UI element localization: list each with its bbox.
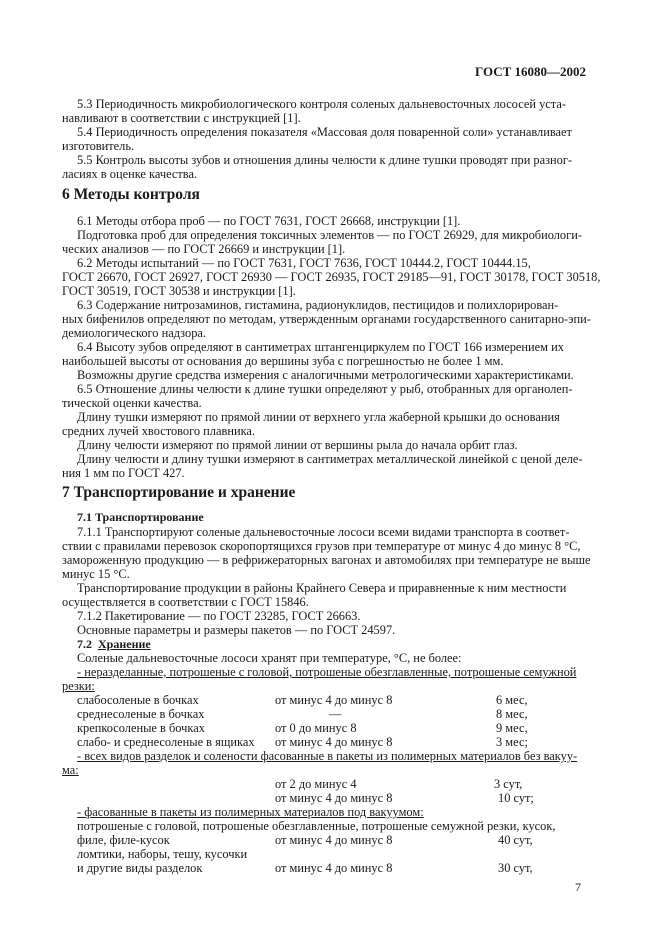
page-number: 7 — [575, 880, 581, 894]
sec6-line: ГОСТ 26670, ГОСТ 26927, ГОСТ 26930 — ГОСТ 26935, ГОСТ 29185—91, ГОСТ 30178, ГОСТ 30518, — [62, 270, 601, 284]
storage-row-temp: — — [329, 707, 342, 721]
group3-heading: - фасованные в пакеты из полимерных материалов под вакуумом: — [77, 805, 424, 819]
sec6-line: 6.3 Содержание нитрозаминов, гистамина, радионуклидов, пестицидов и полихлорирован- — [77, 298, 559, 312]
storage-row-temp: от минус 4 до минус 8 — [275, 693, 393, 707]
sec6-line: 6.2 Методы испытаний — по ГОСТ 7631, ГОСТ 7636, ГОСТ 10444.2, ГОСТ 10444.15, — [77, 256, 531, 270]
sec7-line: ствии с правилами перевозок скоропортящихся грузов при температуре от минус 4 до минус 8 °С, — [62, 539, 581, 553]
sec6-line: ния 1 мм по ГОСТ 427. — [62, 466, 185, 480]
sec6-line: ческих анализов — по ГОСТ 26669 и инструкции [1]. — [62, 242, 346, 256]
sec7-line: Транспортирование продукции в районы Крайнего Севера и приравненные к ним местности — [77, 581, 567, 595]
sec7-line: минус 15 °С. — [62, 567, 130, 581]
storage-row-term: 10 сут; — [498, 791, 534, 805]
sec7-line: замороженную продукцию — в рефрижераторных вагонах и автомобилях при температуре не выше — [62, 553, 591, 567]
subsection-7-2-title — [77, 637, 151, 652]
storage-row-temp: от минус 4 до минус 8 — [275, 833, 393, 847]
storage-row-temp: от 0 до минус 8 — [275, 721, 357, 735]
sec6-line: демиологического надзора. — [62, 326, 206, 340]
sec6-line: 6.1 Методы отбора проб — по ГОСТ 7631, ГОСТ 26668, инструкции [1]. — [77, 214, 461, 228]
group1-heading-line-1: - неразделанные, потрошеные с головой, потрошеные обезглавленные, потрошеные семужной — [77, 665, 577, 679]
para-5-3-line-1: 5.3 Периодичность микробиологического контроля соленых дальневосточных лососей уста- — [77, 97, 566, 111]
storage-row-temp: от минус 4 до минус 8 — [275, 861, 393, 875]
storage-row-temp: от 2 до минус 4 — [275, 777, 357, 791]
sec6-line: Длину челюсти измеряют по прямой линии от вершины рыла до начала орбит глаз. — [77, 438, 518, 452]
para-5-5-line-2: ласиях в оценке качества. — [62, 167, 198, 181]
storage-row-name: ломтики, наборы, тешу, кусочки — [77, 847, 248, 861]
storage-intro: Соленые дальневосточные лососи хранят при температуре, °С, не более: — [77, 651, 462, 665]
subsection-7-1-title: 7.1 Транспортирование — [77, 510, 204, 524]
group1-heading-line-2: резки: — [62, 679, 95, 693]
para-5-4-line-2: изготовитель. — [62, 139, 135, 153]
sec6-line: 6.5 Отношение длины челюсти к длине тушки определяют у рыб, отобранных для органолеп- — [77, 382, 573, 396]
storage-row-term: 30 сут, — [498, 861, 533, 875]
storage-row-name: филе, филе-кусок — [77, 833, 170, 847]
subsection-7-2-number: 7.2 — [77, 637, 92, 651]
storage-row-temp: от минус 4 до минус 8 — [275, 791, 393, 805]
section-7-title: 7 Транспортирование и хранение — [62, 484, 296, 501]
sec6-line: средних лучей хвостового плавника. — [62, 424, 256, 438]
para-5-5-line-1: 5.5 Контроль высоты зубов и отношения длины челюсти к длине тушки проводят при разног- — [77, 153, 573, 167]
group2-heading-line-1: - всех видов разделок и солености фасованные в пакеты из полимерных материалов без вакуу- — [77, 749, 578, 763]
para-5-3-line-2: навливают в соответствии с инструкцией [1]. — [62, 111, 301, 125]
sec7-line: Основные параметры и размеры пакетов — по ГОСТ 24597. — [77, 623, 396, 637]
storage-row-term: 3 сут, — [494, 777, 523, 791]
sec7-line: 7.1.1 Транспортируют соленые дальневосточные лососи всеми видами транспорта в соответ- — [77, 525, 570, 539]
sec6-line: Подготовка проб для определения токсичных элементов — по ГОСТ 26929, для микробиологи- — [77, 228, 582, 242]
para-5-4-line-1: 5.4 Периодичность определения показателя «Массовая доля поваренной соли» устанавливает — [77, 125, 572, 139]
sec6-line: тической оценки качества. — [62, 396, 202, 410]
storage-row-name: и другие виды разделок — [77, 861, 203, 875]
storage-row-term: 6 мес, — [496, 693, 528, 707]
section-6-title: 6 Методы контроля — [62, 186, 200, 203]
sec6-line: Возможны другие средства измерения с аналогичными метрологическими характеристиками. — [77, 368, 574, 382]
sec6-line: ных бифенилов определяют по методам, утвержденным органами государственного санитарно-эпи- — [62, 312, 591, 326]
sec6-line: наибольшей высоты от основания до вершины зуба с погрешностью не более 1 мм. — [62, 354, 504, 368]
sec7-line: осуществляется в соответствии с ГОСТ 15846. — [62, 595, 309, 609]
subsection-7-2-label: Хранение — [98, 637, 151, 651]
storage-row-term: 8 мес, — [496, 707, 528, 721]
storage-row-name: слабосоленые в бочках — [77, 693, 199, 707]
group2-heading-line-2: ма: — [62, 763, 79, 777]
storage-row-name: крепкосоленые в бочках — [77, 721, 205, 735]
sec6-line: 6.4 Высоту зубов определяют в сантиметрах штангенциркулем по ГОСТ 166 измерением их — [77, 340, 564, 354]
sec6-line: Длину челюсти и длину тушки измеряют в сантиметрах металлической линейкой с ценой деле- — [77, 452, 583, 466]
group3-line-1: потрошеные с головой, потрошеные обезглавленные, потрошеные семужной резки, кусок, — [77, 819, 556, 833]
storage-row-term: 3 мес; — [496, 735, 528, 749]
storage-row-term: 40 сут, — [498, 833, 533, 847]
sec6-line: ГОСТ 30519, ГОСТ 30538 и инструкции [1]. — [62, 284, 296, 298]
storage-row-name: слабо- и среднесоленые в ящиках — [77, 735, 255, 749]
storage-row-term: 9 мес, — [496, 721, 528, 735]
sec7-line: 7.1.2 Пакетирование — по ГОСТ 23285, ГОСТ 26663. — [77, 609, 361, 623]
storage-row-temp: от минус 4 до минус 8 — [275, 735, 393, 749]
storage-row-name: среднесоленые в бочках — [77, 707, 205, 721]
sec6-line: Длину тушки измеряют по прямой линии от верхнего угла жаберной крышки до основания — [77, 410, 560, 424]
document-header: ГОСТ 16080—2002 — [475, 64, 587, 79]
